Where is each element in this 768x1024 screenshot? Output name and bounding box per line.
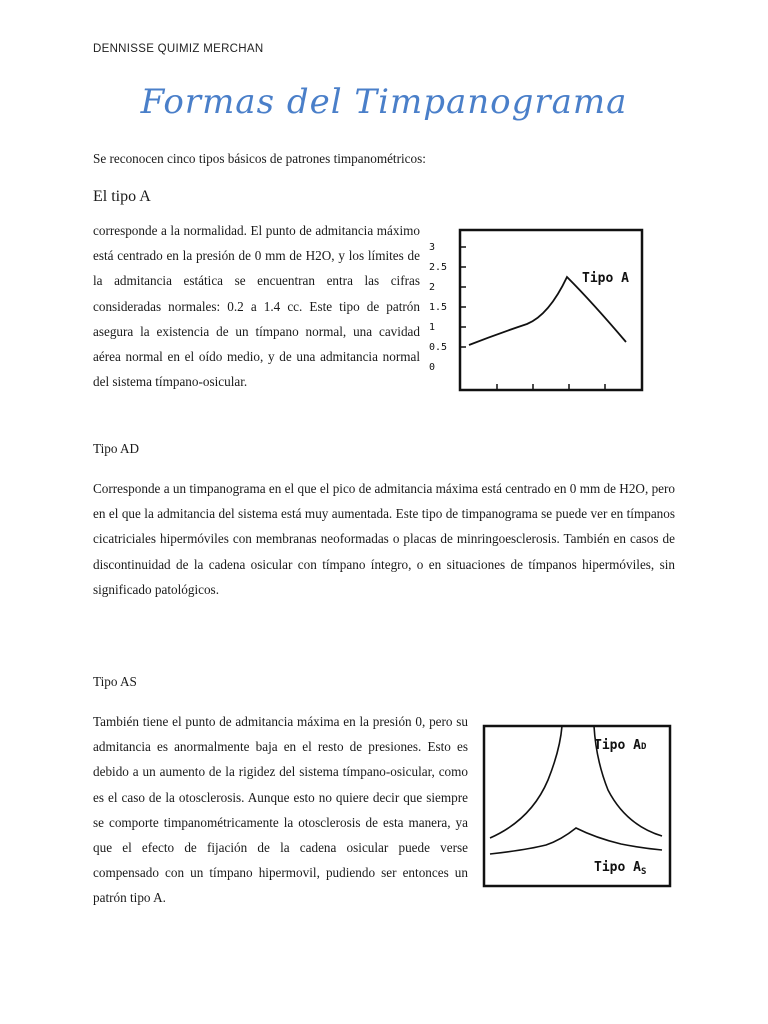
tipo-ad-as-figure [476,720,674,892]
y-tick: 3 [429,242,436,253]
tipo-ad-curve-left [490,726,562,838]
tipo-a-curve [469,277,626,345]
tipo-as-label-main: Tipo A [594,860,641,875]
tipo-a-chart [427,222,655,398]
tipo-a-heading: El tipo A [93,188,151,205]
y-tick: 0 [429,362,436,373]
chart-frame [460,230,642,390]
tipo-a-figure [427,222,655,398]
y-tick: 2 [429,282,436,293]
y-tick: 1.5 [429,302,448,313]
tipo-as-curve [490,828,662,854]
tipo-ad-body: Corresponde a un timpanograma en el que el pico de admitancia máxima está centrado en 0 mm de H2O, pero en el que la admitancia del sistema está muy aumentada. Este tipo de timpanograma se puede ver en tímpanos cicatriciales hipermóviles con membranas neoformadas o placas de minringoesclerosis. También en casos de discontinuidad de la cadena osicular con tímpano íntegro, o en situaciones de tímpanos hipermóviles, sin significado patológicos. [93,481,675,597]
tipo-ad-as-chart [476,720,674,892]
tipo-as-label-sub: S [640,867,647,877]
tipo-ad-label [594,738,647,753]
tipo-ad-label-sub: D [640,742,647,752]
y-tick: 2.5 [429,262,448,273]
intro-text: Se reconocen cinco tipos básicos de patrones timpanométricos: [93,151,426,166]
tipo-as-body: También tiene el punto de admitancia máxima en la presión 0, pero su admitancia es anormalmente baja en el resto de presiones. Esto es debido a un aumento de la rigidez del sistema tímpano-osicular, como es el caso de la otosclerosis. Aunque esto no quiere decir que siempre se comporte timpanométricamente la otosclerosis de esta manera, ya que el efecto de fijación de la cadena osicular puede verse compensado con un tímpano hipermovil, pudiendo ser entonces un patrón tipo A. [93,714,468,906]
y-tick: 0.5 [429,342,448,353]
tipo-as-label [594,860,646,877]
tipo-a-label: Tipo A [582,271,629,286]
author-name: DENNISSE QUIMIZ MERCHAN [93,43,264,55]
tipo-ad-heading: Tipo AD [93,441,140,456]
tipo-as-heading: Tipo AS [93,674,137,689]
tipo-a-body: corresponde a la normalidad. El punto de admitancia máximo está centrado en la presión de 0 mm de H2O, y los límites de la admitancia estática se encuentran entra las cifras consideradas normales: 0.2 a 1.4 cc. Este tipo de patrón asegura la existencia de un tímpano normal, una cavidad aérea normal en el oído medio, y de una admitancia normal del sistema tímpano-osicular. [93,223,420,390]
tipo-ad-label-main: Tipo A [594,738,641,753]
page-title: Formas del Timpanograma [140,82,628,122]
y-tick: 1 [429,322,436,333]
